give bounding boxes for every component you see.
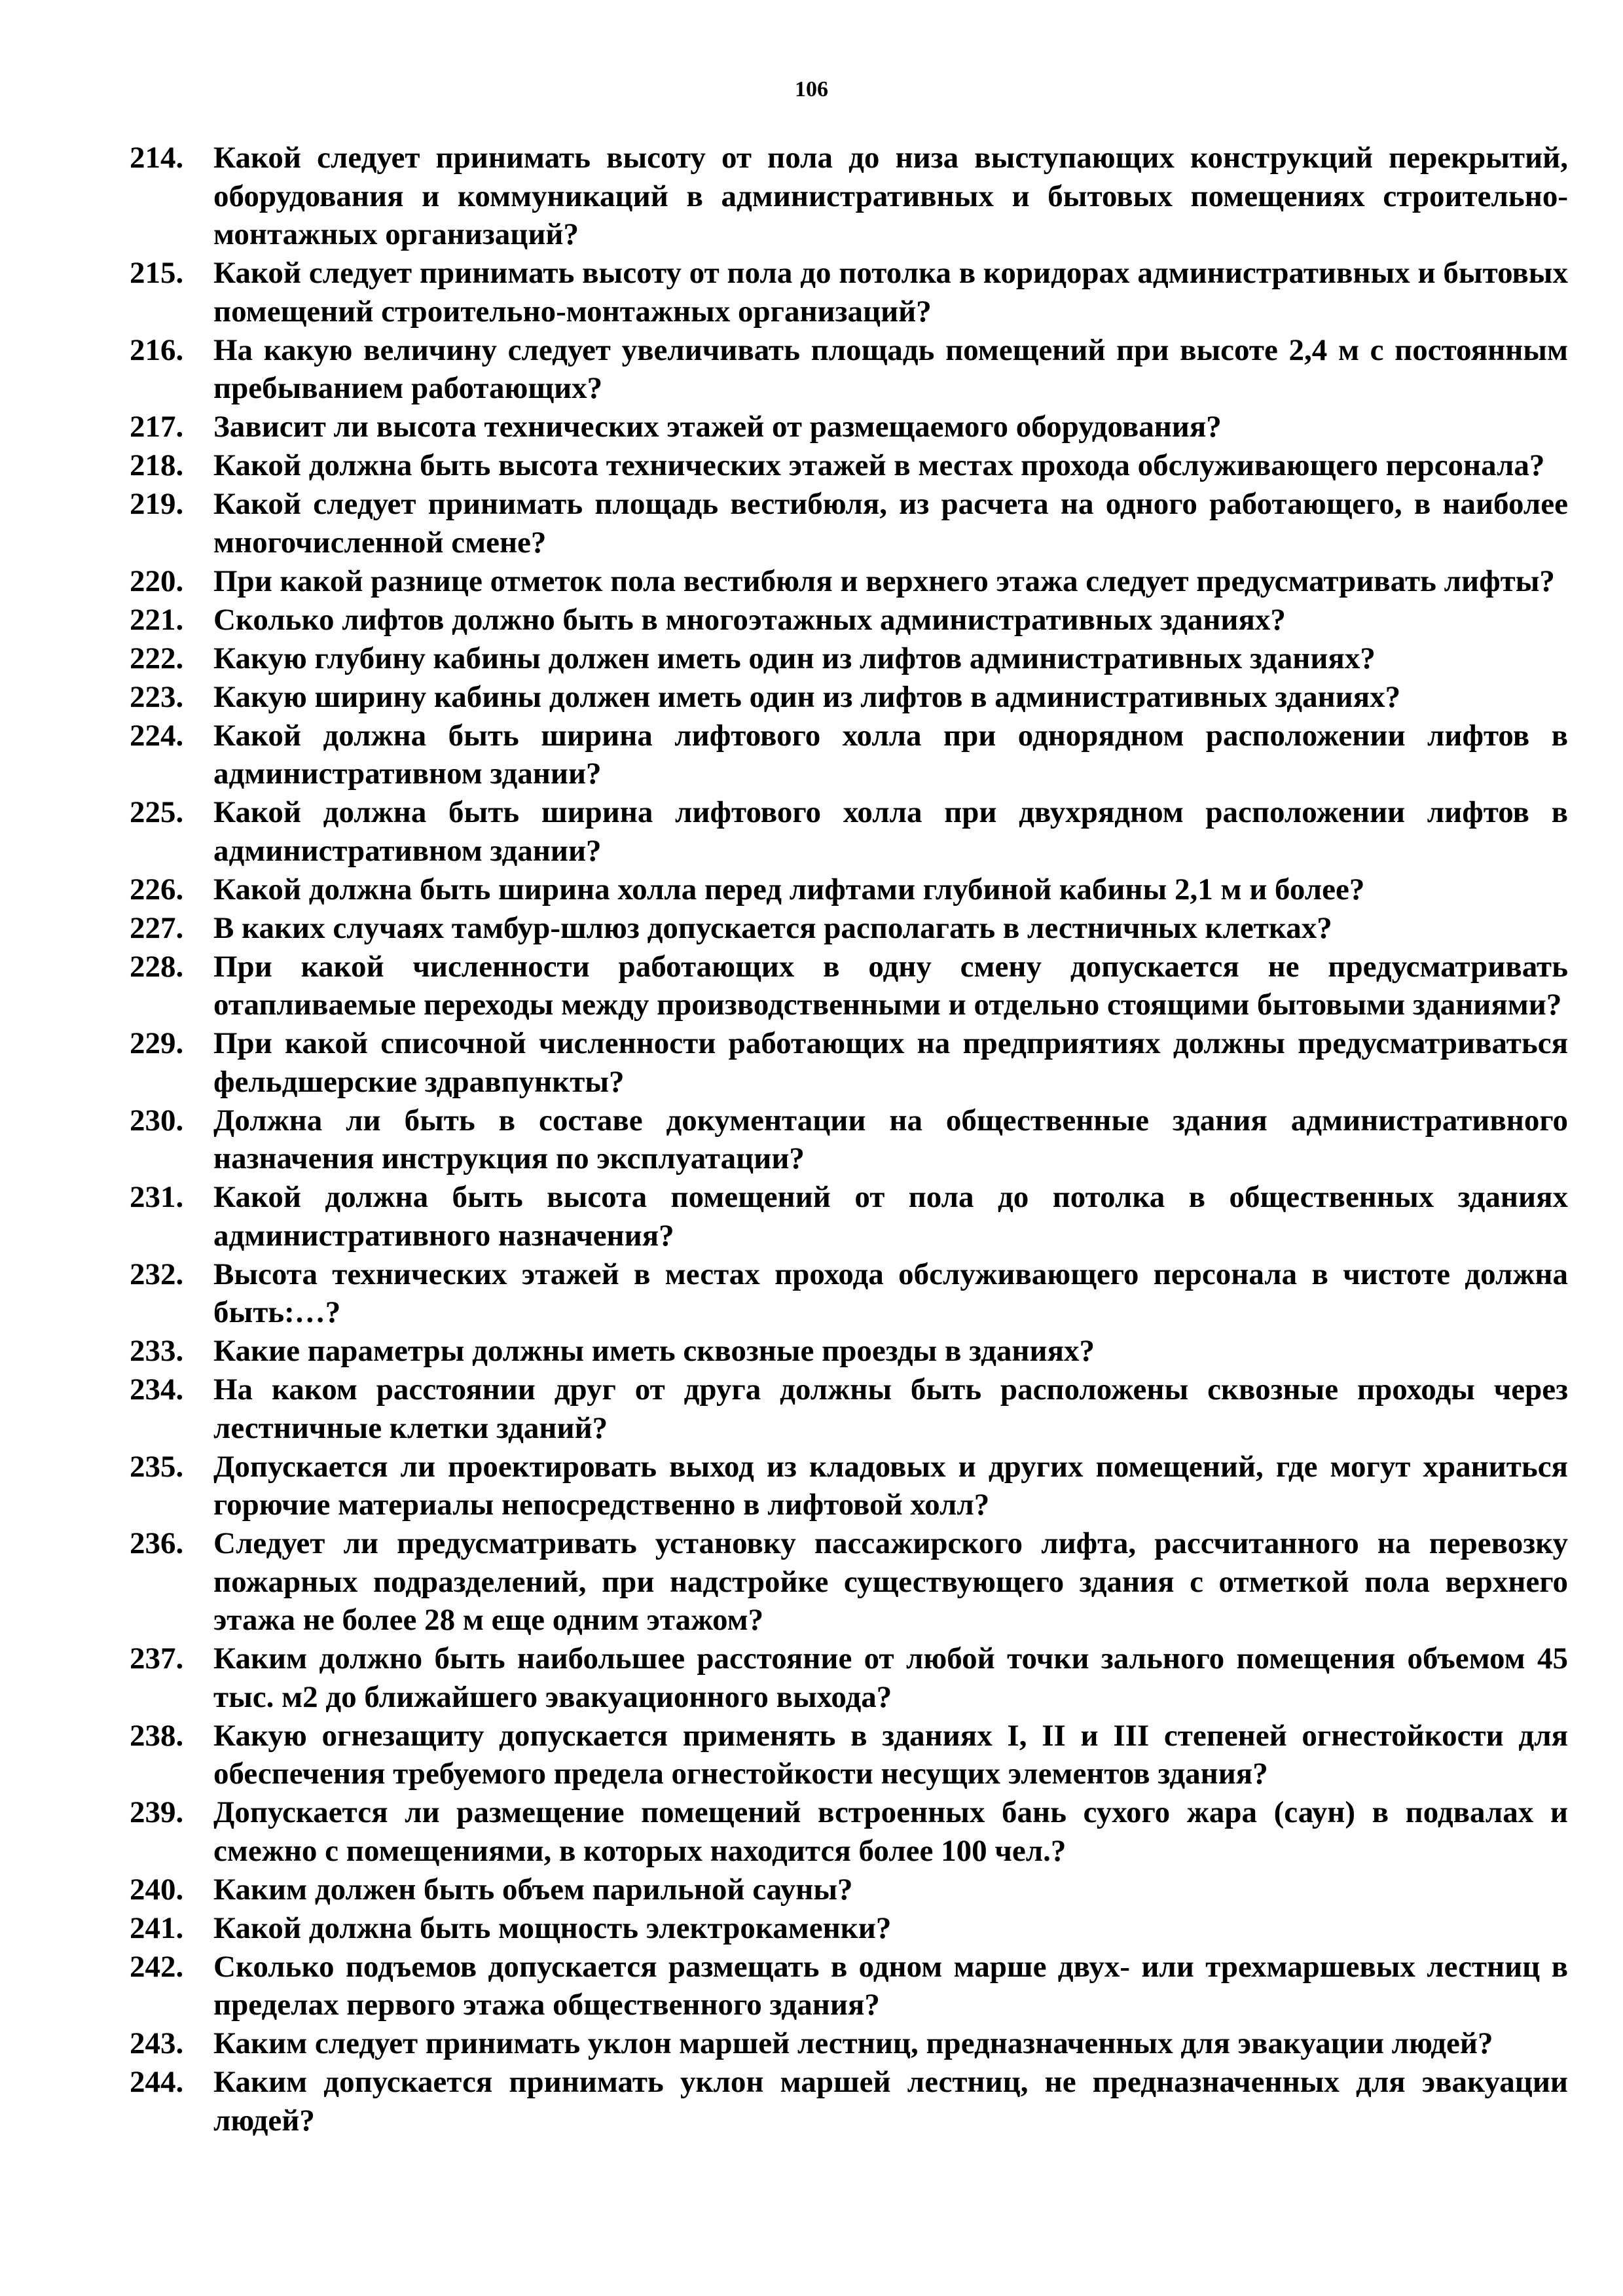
question-number: 234. [130,1372,184,1407]
question-number: 241. [130,1910,184,1945]
question-number: 242. [130,1949,184,1984]
question-number: 220. [130,564,184,598]
question-text: Какой должна быть ширина лифтового холла при однорядном расположении лифтов в административном здании? [213,718,1568,791]
question-text: Какой следует принимать высоту от пола до низа выступающих конструкций перекрытий, оборудования и коммуникаций в административных и бытовых помещениях строительно-монтажных организаций? [213,141,1568,251]
question-item [130,2024,1568,2063]
question-text: На какую величину следует увеличивать площадь помещений при высоте 2,4 м с постоянным пребыванием работающих? [213,332,1568,405]
question-number: 215. [130,256,184,290]
question-number: 218. [130,448,184,482]
question-item [130,909,1568,948]
question-text: Высота технических этажей в местах прохода обслуживающего персонала в чистоте должна быть:…? [213,1257,1568,1329]
question-text: Следует ли предусматривать установку пассажирского лифта, рассчитанного на перевозку пожарных подразделений, при надстройке существующего здания с отметкой пола верхнего этажа не более 28 м еще одним этажом? [213,1526,1568,1637]
question-number: 223. [130,679,184,714]
question-number: 232. [130,1257,184,1291]
question-item [130,1024,1568,1101]
question-number: 216. [130,332,184,367]
question-item [130,717,1568,793]
question-text: Сколько лифтов должно быть в многоэтажных административных зданиях? [213,602,1286,637]
question-item [130,639,1568,678]
question-item [130,408,1568,446]
question-number: 237. [130,1641,184,1676]
question-number: 239. [130,1795,184,1829]
question-text: Каким должен быть объем парильной сауны? [213,1872,853,1907]
question-number: 224. [130,718,184,753]
question-number: 217. [130,410,184,444]
question-text: Каким следует принимать уклон маршей лестниц, предназначенных для эвакуации людей? [213,2026,1493,2060]
question-number: 225. [130,795,184,829]
page-number: 106 [795,77,828,101]
question-text: Какие параметры должны иметь сквозные проезды в зданиях? [213,1334,1095,1368]
question-item [130,870,1568,909]
question-text: Какую ширину кабины должен иметь один из лифтов в административных зданиях? [213,679,1401,714]
question-text: Какую глубину кабины должен иметь один из лифтов административных зданиях? [213,641,1376,675]
question-text: Какой следует принимать площадь вестибюля, из расчета на одного работающего, в наиболее многочисленной смене? [213,487,1568,560]
question-text: Допускается ли проектировать выход из кладовых и других помещений, где могут храниться горючие материалы непосредственно в лифтовой холл? [213,1449,1568,1522]
question-number: 240. [130,1872,184,1907]
question-text: Должна ли быть в составе документации на общественные здания административного назначения инструкция по эксплуатации? [213,1103,1568,1175]
question-number: 233. [130,1334,184,1368]
question-text: Каким допускается принимать уклон маршей лестниц, не предназначенных для эвакуации людей? [213,2065,1568,2138]
question-item [130,793,1568,870]
question-item [130,331,1568,408]
question-item [130,1793,1568,1870]
question-number: 244. [130,2065,184,2099]
question-item [130,1871,1568,1909]
question-item [130,1948,1568,2024]
question-item [130,1524,1568,1640]
question-text: Каким должно быть наибольшее расстояние от любой точки зального помещения объемом 45 тыс. м2 до ближайшего эвакуационного выхода? [213,1641,1568,1714]
question-text: Какой следует принимать высоту от пола до потолка в коридорах административных и бытовых помещений строительно-монтажных организаций? [213,256,1568,329]
question-text: Зависит ли высота технических этажей от размещаемого оборудования? [213,410,1222,444]
question-text: На каком расстоянии друг от друга должны быть расположены сквозные проходы через лестничные клетки зданий? [213,1372,1568,1445]
question-item [130,1909,1568,1948]
question-number: 219. [130,487,184,521]
question-text: При какой численности работающих в одну смену допускается не предусматривать отапливаемые переходы между производственными и отдельно стоящими бытовыми зданиями? [213,949,1568,1022]
question-text: Сколько подъемов допускается размещать в одном марше двух- или трехмаршевых лестниц в пределах первого этажа общественного здания? [213,1949,1568,2022]
question-number: 214. [130,141,184,175]
question-number: 227. [130,910,184,945]
question-text: Допускается ли размещение помещений встроенных бань сухого жара (саун) в подвалах и смежно с помещениями, в которых находится более 100 чел.? [213,1795,1568,1868]
question-text: При какой разнице отметок пола вестибюля и верхнего этажа следует предусматривать лифты? [213,564,1555,598]
question-item [130,485,1568,562]
question-list [130,139,1568,2140]
question-text: Какой должна быть мощность электрокаменки? [213,1910,892,1945]
question-number: 226. [130,872,184,906]
question-text: Какую огнезащиту допускается применять в зданиях I, II и III степеней огнестойкости для обеспечения требуемого предела огнестойкости несущих элементов здания? [213,1718,1568,1791]
question-item [130,601,1568,639]
question-item [130,948,1568,1024]
question-text: Какой должна быть ширина лифтового холла при двухрядном расположении лифтов в административном здании? [213,795,1568,868]
question-item [130,1640,1568,1716]
question-item [130,1255,1568,1332]
question-item [130,1717,1568,1793]
question-text: Какой должна быть высота помещений от пола до потолка в общественных зданиях административного назначения? [213,1180,1568,1253]
question-number: 228. [130,949,184,984]
question-text: Какой должна быть ширина холла перед лифтами глубиной кабины 2,1 м и более? [213,872,1365,906]
question-number: 243. [130,2026,184,2060]
question-item [130,562,1568,601]
question-text: Какой должна быть высота технических этажей в местах прохода обслуживающего персонала? [213,448,1545,482]
question-number: 230. [130,1103,184,1138]
question-item [130,1102,1568,1178]
question-item [130,2063,1568,2140]
question-number: 231. [130,1180,184,1214]
question-number: 236. [130,1526,184,1560]
question-number: 222. [130,641,184,675]
question-number: 238. [130,1718,184,1753]
question-item [130,1448,1568,1524]
question-text: В каких случаях тамбур-шлюз допускается располагать в лестничных клетках? [213,910,1332,945]
question-item [130,139,1568,254]
question-item [130,446,1568,485]
question-text: При какой списочной численности работающих на предприятиях должны предусматриваться фельдшерские здравпункты? [213,1026,1568,1099]
question-number: 235. [130,1449,184,1484]
question-item [130,678,1568,717]
question-item [130,1371,1568,1447]
question-item [130,1332,1568,1371]
question-item [130,254,1568,331]
question-item [130,1178,1568,1255]
question-number: 221. [130,602,184,637]
question-number: 229. [130,1026,184,1060]
